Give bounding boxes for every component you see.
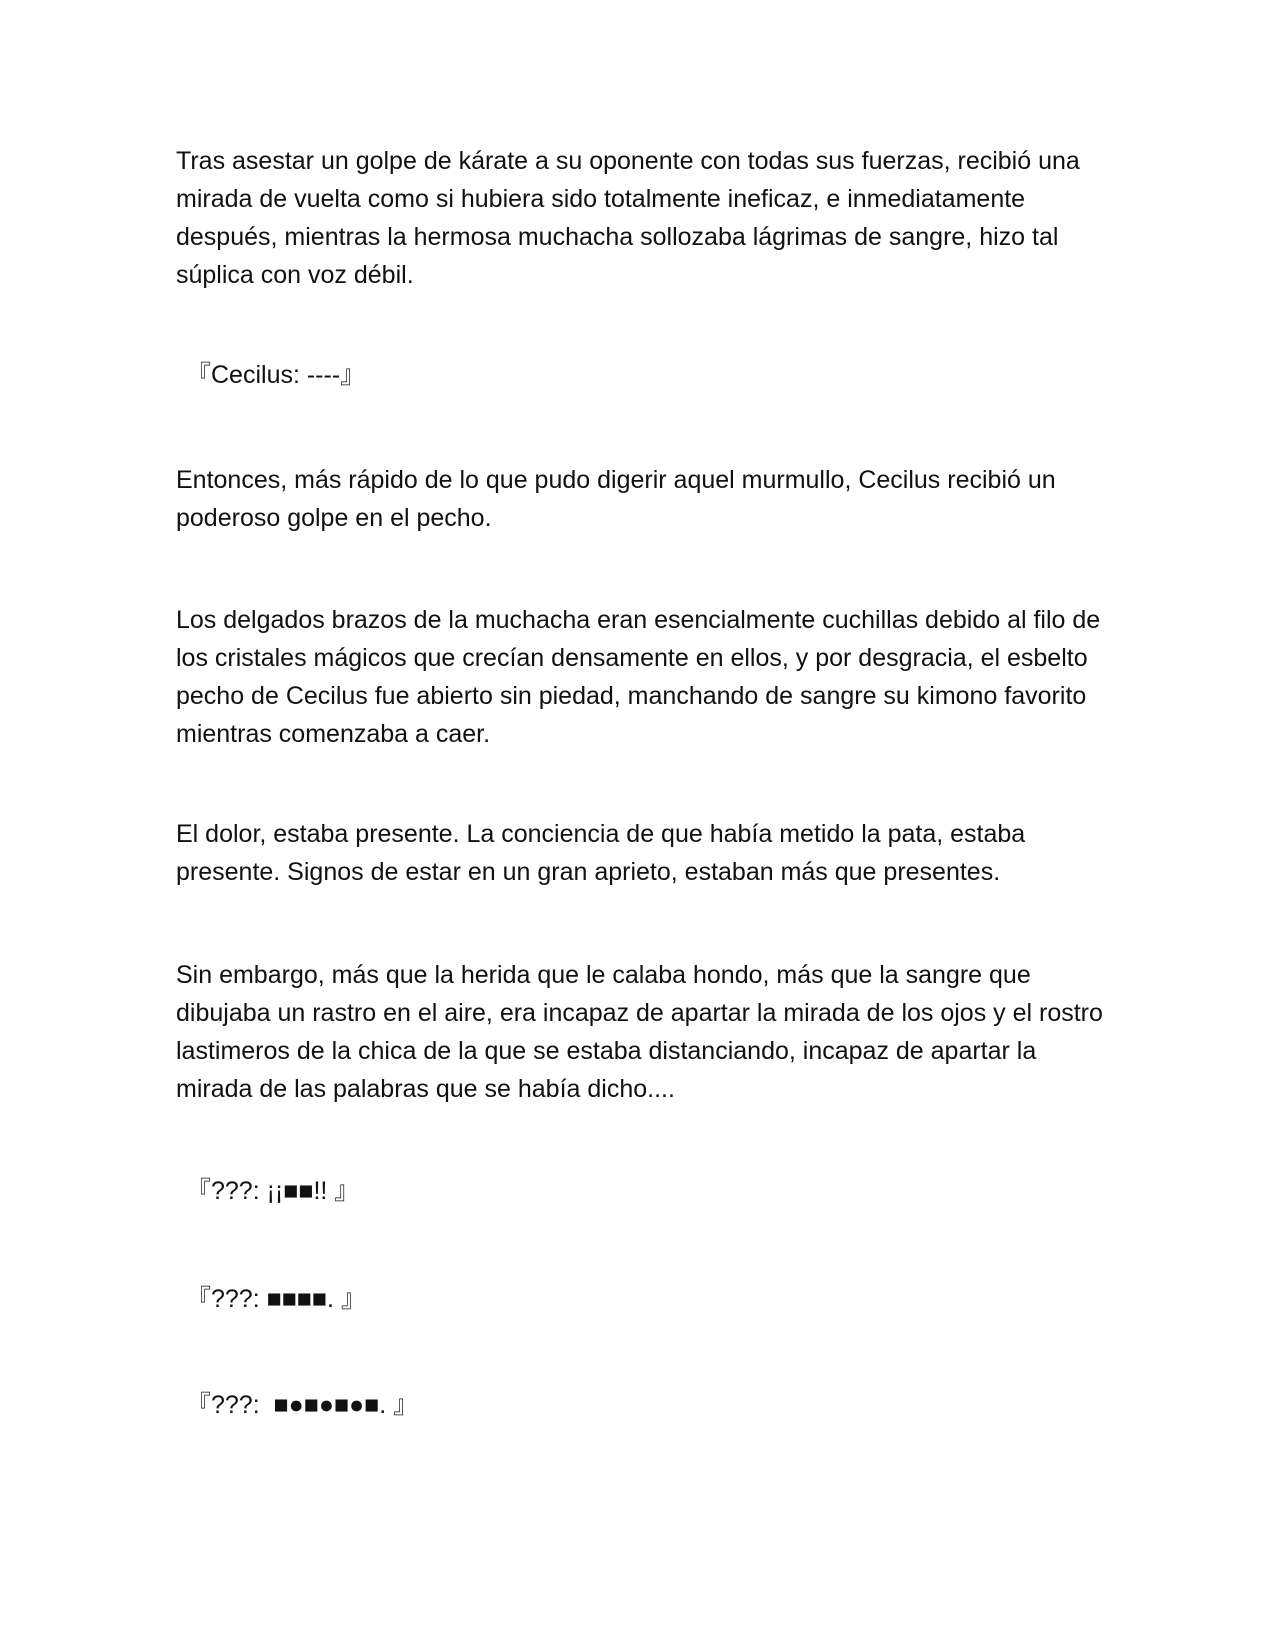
dialogue-unknown-1: 『???: ¡¡■■!! 』 — [186, 1177, 360, 1205]
paragraph-pain: El dolor, estaba presente. La conciencia de que había metido la pata, estaba presente. Signos de estar en un gran aprieto, estaban más que presentes. — [176, 820, 1026, 886]
dialogue-cecilus: 『Cecilus: ----』 — [186, 361, 366, 389]
paragraph-chest-blow: Entonces, más rápido de lo que pudo digerir aquel murmullo, Cecilus recibió un poderoso golpe en el pecho. — [176, 466, 1056, 532]
paragraph-crystal-blades: Los delgados brazos de la muchacha eran esencialmente cuchillas debido al filo de los cristales mágicos que crecían densamente en ellos, y por desgracia, el esbelto pecho de Cecilus fue abierto sin piedad, manchando de sangre su kimono favorito mientras comenzaba a caer. — [176, 606, 1101, 748]
dialogue-unknown-3: 『???: ■●■●■●■. 』 — [186, 1391, 419, 1419]
dialogue-unknown-2: 『???: ■■■■. 』 — [186, 1285, 366, 1313]
paragraph-karate-strike: Tras asestar un golpe de kárate a su oponente con todas sus fuerzas, recibió una mirada de vuelta como si hubiera sido totalmente ineficaz, e inmediatamente después, mientras la hermosa muchacha sollozaba lágrimas de sangre, hizo tal súplica con voz débil. — [176, 147, 1080, 289]
paragraph-gaze: Sin embargo, más que la herida que le calaba hondo, más que la sangre que dibujaba un rastro en el aire, era incapaz de apartar la mirada de los ojos y el rostro lastimeros de la chica de la que se estaba distanciando, incapaz de apartar la mirada de las palabras que se había dicho.... — [176, 961, 1103, 1103]
